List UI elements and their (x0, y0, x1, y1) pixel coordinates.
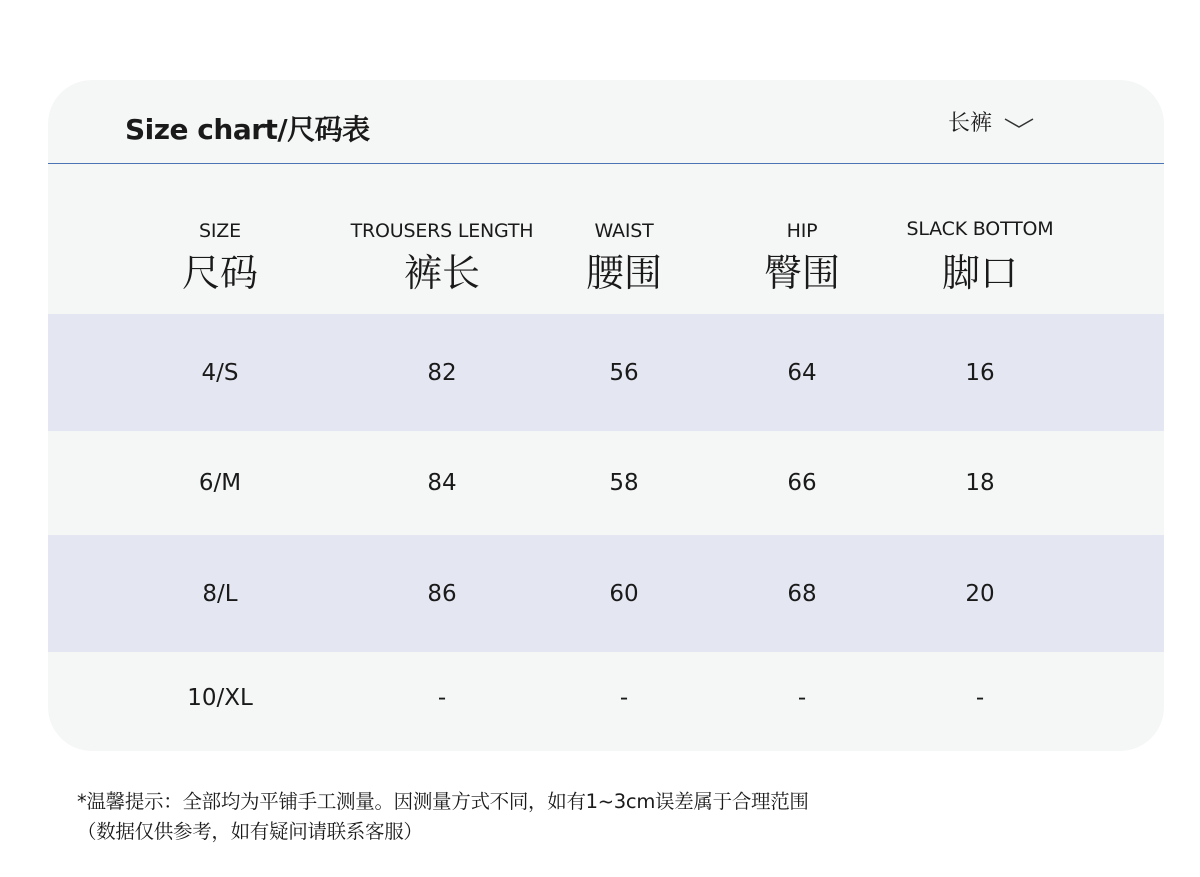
column-header-zh: 腰围 (585, 251, 662, 295)
column-header-en: TROUSERS LENGTH (350, 220, 534, 242)
table-cell: 16 (965, 359, 995, 386)
table-cell: 58 (609, 470, 639, 496)
column-header-zh: 脚口 (941, 251, 1018, 295)
chevron-down-icon (1004, 116, 1034, 130)
table-cell: - (975, 684, 985, 711)
table-cell: - (437, 684, 447, 711)
column-header-en: SLACK BOTTOM (906, 218, 1054, 240)
table-row (48, 314, 1164, 431)
column-header-en: HIP (786, 220, 818, 242)
table-cell: 84 (427, 470, 457, 496)
table-cell: - (797, 684, 807, 711)
measurement-disclaimer: （数据仅供参考，如有疑问请联系客服） (77, 820, 423, 843)
size-chart-card (48, 80, 1164, 751)
table-cell: 4/S (201, 359, 239, 386)
table-cell: 56 (609, 359, 639, 386)
table-row (48, 652, 1164, 751)
table-row (48, 535, 1164, 652)
table-cell: 82 (427, 359, 457, 386)
size-chart-header (48, 80, 1164, 164)
column-header-zh: 尺码 (181, 251, 258, 295)
table-cell: 68 (787, 580, 817, 607)
garment-type-dropdown[interactable] (948, 106, 1034, 137)
table-cell: 6/M (198, 470, 242, 496)
table-row (48, 431, 1164, 535)
table-cell: 8/L (202, 580, 238, 607)
column-header-size (100, 164, 340, 314)
table-cell: 20 (965, 580, 995, 607)
garment-type-label: 长裤 (948, 111, 993, 136)
table-cell: 18 (965, 470, 995, 496)
table-cell: 60 (609, 580, 639, 607)
column-header-slack-bottom (860, 164, 1100, 314)
table-cell: 66 (787, 470, 817, 496)
table-cell: 10/XL (187, 684, 253, 711)
table-cell: 64 (787, 359, 817, 386)
column-header-en: SIZE (199, 220, 241, 242)
column-header-en: WAIST (594, 220, 654, 242)
column-header-zh: 臀围 (763, 251, 840, 295)
page-title: Size chart/尺码表 (125, 113, 370, 146)
table-header (48, 164, 1164, 314)
column-header-zh: 裤长 (403, 251, 480, 295)
table-cell: - (619, 684, 629, 711)
table-cell: 86 (427, 580, 457, 607)
measurement-note: *温馨提示：全部均为平铺手工测量。因测量方式不同，如有1~3cm误差属于合理范围 (77, 790, 809, 813)
